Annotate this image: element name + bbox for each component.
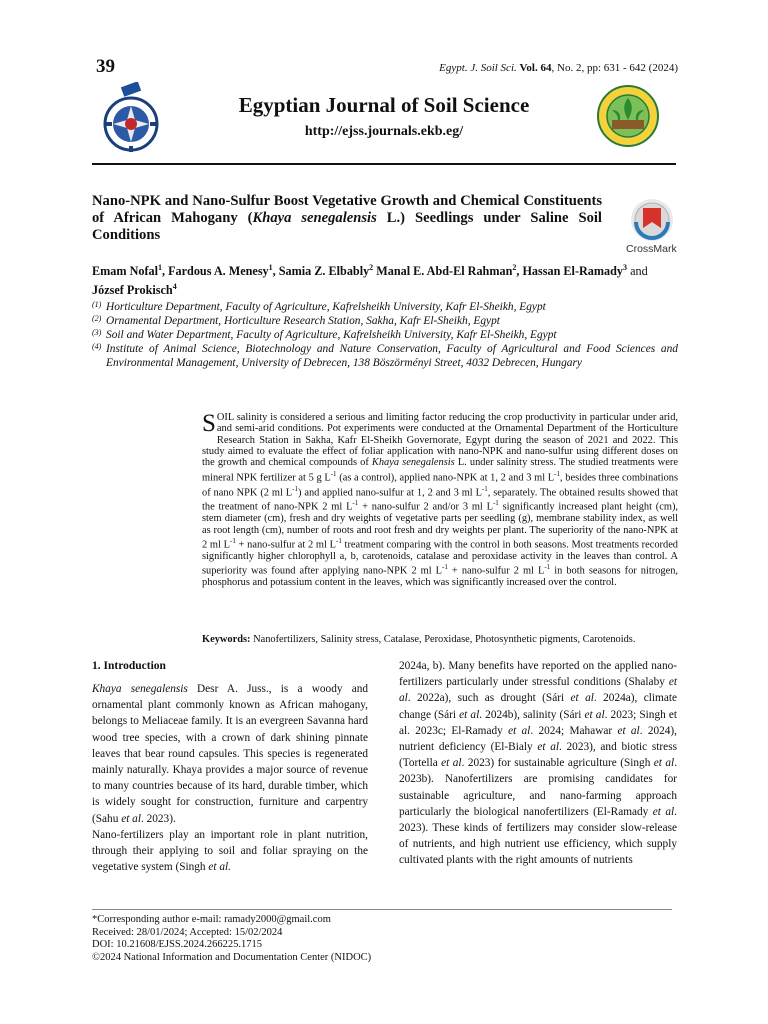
author-affiliation-mark: 2 <box>512 263 517 272</box>
author-separator: , <box>516 264 523 279</box>
section-heading-introduction: 1. Introduction <box>92 660 166 672</box>
author-name: Fardous A. Menesy <box>168 264 269 279</box>
affiliation-item <box>92 342 678 370</box>
author-list <box>92 260 682 298</box>
intro-paragraph-3: 2024a, b). Many benefits have reported on the applied nano-fertilizers particularly under stressful conditions (Shalaby et al. 2022a), such as drought (Sári et al. 2024a), climate change (Sári et al. 2024b), salinity (Sári et al. 2023; Singh et al. 2023c; El-Ramady et al. 2024; Mahawar et al. 2024), nutrient deficiency (El-Bialy et al. 2023), and biotic stress (Tortella et al. 2023) for sustainable agriculture (Singh et al. 2023b). Nanofertilizers are promising candidates for sustainable agriculture, and nano-farming approach particularly the biological nanofertilizers (El-Ramady et al. 2023). These kinds of fertilizers may consider slow-release of nutrients, and high nutrient use efficiency, which supply cultivated plants with the right amounts of nutrients <box>399 660 678 867</box>
affiliations <box>92 300 678 370</box>
affiliation-mark: (3) <box>92 328 102 337</box>
affiliation-text: Institute of Animal Science, Biotechnology and Nature Conservation, Faculty of Agricultural and Food Sciences and Environmental Management, University of Debrecen, 138 Böszörményi Street, 4032 Debrecen, Hungary <box>106 343 678 369</box>
author-name: Hassan El-Ramady <box>522 264 624 279</box>
journal-issue-pages: , No. 2, pp: 631 - 642 (2024) <box>551 62 678 74</box>
keywords-list: Nanofertilizers, Salinity stress, Catalase, Peroxidase, Photosynthetic pigments, Carotenoids. <box>250 634 636 645</box>
affiliation-mark: (4) <box>92 342 102 351</box>
author-affiliation-mark: 2 <box>369 263 374 272</box>
journal-reference <box>439 62 678 74</box>
affiliation-item <box>92 300 678 314</box>
author-separator: , <box>162 264 169 279</box>
abstract-dropcap: S <box>202 410 216 437</box>
title-species: Khaya senegalensis <box>252 210 377 226</box>
author-affiliation-mark: 3 <box>623 263 628 272</box>
affiliation-item <box>92 328 678 342</box>
corresponding-author: *Corresponding author e-mail: ramady2000@gmail.com <box>92 914 331 925</box>
author-separator: , <box>272 264 279 279</box>
doi[interactable]: DOI: 10.21608/EJSS.2024.266225.1715 <box>92 939 263 951</box>
intro-paragraph-2: Nano-fertilizers play an important role in plant nutrition, through their applying to soil and foliar spraying on the vegetative system (Singh et al. <box>92 828 368 874</box>
affiliation-mark: (1) <box>92 300 102 309</box>
copyright: ©2024 National Information and Documentation Center (NIDOC) <box>92 951 372 963</box>
society-seal-logo <box>596 84 660 148</box>
author-name: József Prokisch <box>92 283 173 298</box>
intro-column-right <box>399 658 677 869</box>
intro-column-left <box>92 681 368 875</box>
header-divider <box>92 163 676 165</box>
journal-url[interactable]: http://ejss.journals.ekb.eg/ <box>304 124 464 139</box>
affiliation-mark: (2) <box>92 314 102 323</box>
author-separator: and <box>627 264 648 279</box>
author-name: Emam Nofal <box>92 264 159 279</box>
crossmark-label: CrossMark <box>626 243 677 255</box>
author-affiliation-mark: 4 <box>172 282 177 292</box>
affiliation-text: Soil and Water Department, Faculty of Agriculture, Kafrelsheikh University, Kafr El-Sheikh, Egypt <box>106 329 557 341</box>
author-affiliation-mark: 1 <box>268 263 273 272</box>
affiliation-text: Horticulture Department, Faculty of Agriculture, Kafrelsheikh University, Kafr El-Sheikh, Egypt <box>106 301 546 313</box>
journal-title: Egyptian Journal of Soil Science <box>238 93 530 117</box>
abstract: SOIL salinity is considered a serious and limiting factor reducing the crop productivity in particular under arid, and semi-arid conditions. Pot experiments were conducted at the Ornamental Department of the Horticulture Research Station in Sakha, Kafr El-Sheikh Governorate, Egypt during the season of 2021 and 2022. This study aimed to evaluate the effect of foliar application with nano-NPK and nano-sulfur using different doses on the growth and chemical compounds of Khaya senegalensis L. under salinity stress. The studied treatments were mineral NPK fertilizer at 5 g $L^{-1}$ (as a control), applied nano-NPK at 1, 2 and 3 ml $L^{-1}$, besides three combinations of nano NPK (2 ml $L^{-1}$) and applied nano-sulfur at 1, 2 and 3 ml $L^{-1}$, separately. The obtained results showed that the treatment of nano-NPK 2 ml $L^{-1}$ + nano-sulfur 2 and/or 3 ml $L^{-1}$ significantly increased plant height (cm), stem diameter (cm), fresh and dry weights of vegetative parts per seedling (g), membrane stability index, as well as root length (cm), number of roots and root fresh and dry weights per plant. The superiority of the nano-NPK at 2 ml $L^{-1}$ + nano-sulfur at 2 ml $L^{-1}$ treatment comparing with the control in both seasons. Most treatments recorded significantly higher chlorophyll a, b, carotenoids, catalase and peroxidase activity in the leaves than control. A superiority was found after applying nano-NPK 2 ml $L^{-1}$ + nano-sulfur 2 ml $L^{-1}$ in both seasons for nitrogen, phosphorus and potassium content in the leaves, which was significantly increased over the control. <box>202 410 679 588</box>
keywords-label: Keywords: <box>202 634 251 645</box>
received-accepted-dates: Received: 28/01/2024; Accepted: 15/02/2024 <box>92 926 283 938</box>
affiliation-text: Ornamental Department, Horticulture Research Station, Sakha, Kafr El-Sheikh, Egypt <box>106 315 500 327</box>
footnotes <box>92 914 371 964</box>
author-name: Manal E. Abd-El Rahman <box>376 264 513 279</box>
article-title <box>92 193 602 244</box>
journal-volume: Vol. 64 <box>519 62 552 74</box>
author-affiliation-mark: 1 <box>158 263 163 272</box>
title-text-1: Nano-NPK and Nano-Sulfur Boost Vegetative Growth and Chemical Constituents of African Mahogany ( <box>92 193 602 226</box>
title-text-2: L.) Seedlings under Saline Soil Conditions <box>92 210 602 243</box>
affiliation-item <box>92 314 678 328</box>
author-name: Samia Z. Elbably <box>278 264 370 279</box>
keywords <box>202 634 678 645</box>
intro-paragraph-1: Khaya senegalensis Desr A. Juss., is a woody and ornamental plant commonly known as African mahogany, belongs to Meliaceae family. It is an evergreen Savanna hard wood tree species, with a crown of dark shining pinnate leaves that bear round capsules. This species is regenerated mainly naturally. Khaya provides a major source of revenue to many countries because of its hard, durable timber, which is widely sought for construction, furniture and carpentry (Sahu et al. 2023). <box>92 683 369 825</box>
footnote-divider <box>92 909 672 910</box>
page-number: 39 <box>96 56 115 77</box>
journal-abbrev: Egypt. J. Soil Sci. <box>439 62 517 74</box>
